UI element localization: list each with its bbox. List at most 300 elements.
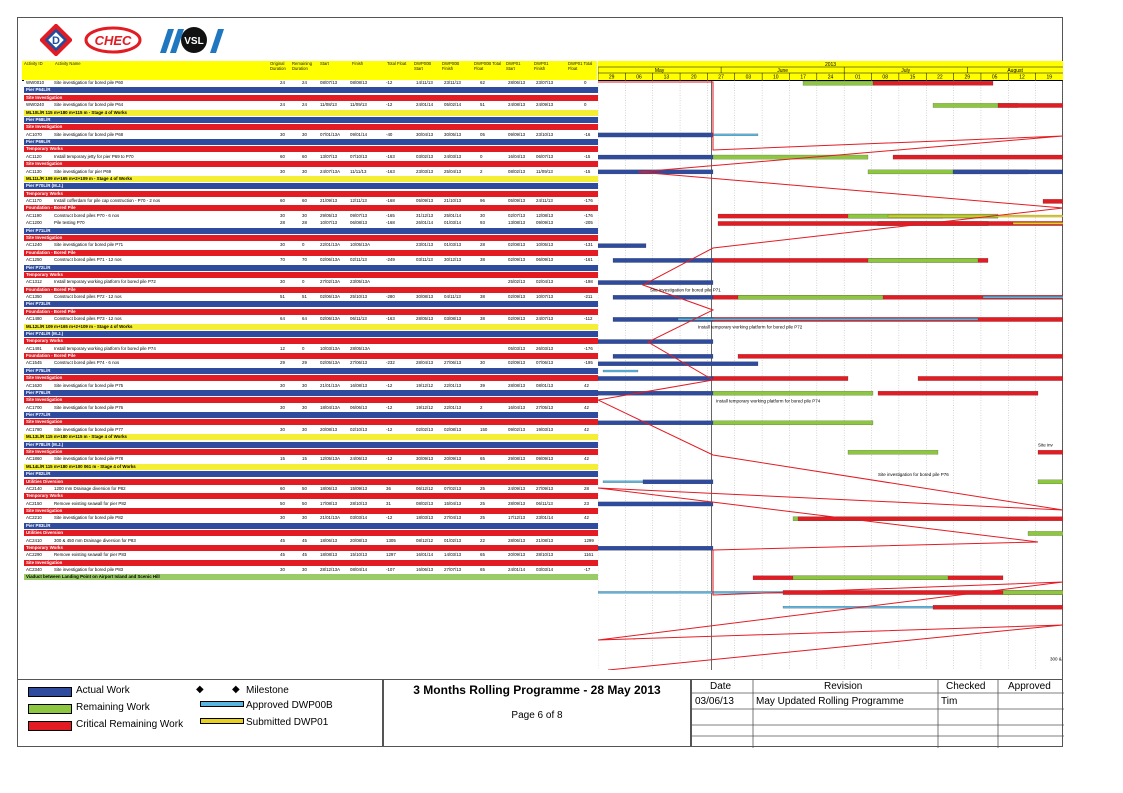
cell-dwp01-start: 28/06/13	[508, 80, 526, 85]
cell-total-float: -165	[386, 212, 395, 218]
cell-act-id: AC1860	[26, 456, 42, 462]
cell-finish: 03/03/14	[350, 515, 368, 521]
cell-dwp01-float: -161	[584, 257, 593, 263]
week-label: 15	[909, 74, 916, 80]
cell-orig-dur: 29	[280, 360, 285, 366]
cell-dwp01-float: 0	[584, 102, 587, 108]
cell-total-float: 1297	[386, 552, 396, 558]
cell-rem-dur: 29	[302, 360, 307, 366]
group-label: Site Investigation	[26, 419, 63, 425]
cell-act-id: AC2340	[26, 567, 42, 573]
cell-dwp01-float: 42	[584, 426, 589, 432]
legend-actual-label: Actual Work	[76, 685, 130, 696]
legend-actual-swatch	[28, 687, 72, 697]
cell-dwp01-finish: 11/09/13	[536, 168, 553, 174]
cell-start: 02/06/13A	[320, 257, 341, 263]
group-label: Pier P68L/R	[26, 116, 51, 122]
cell-total-float: -163	[386, 153, 395, 159]
cell-dwp01-finish: 10/05/13	[536, 242, 554, 248]
cell-dwp01-start: 09/09/13	[508, 131, 526, 137]
cell-start: 21/01/13A	[320, 515, 341, 521]
gantt-bar	[933, 605, 1063, 609]
gantt-bar	[953, 170, 1063, 174]
cell-start: 10/03/13A	[320, 345, 341, 351]
cell-dwp-start: 16/01/14	[416, 552, 434, 558]
cell-dwp01-finish: 24/07/13	[536, 316, 554, 322]
cell-total-float: -232	[386, 360, 395, 366]
title-block	[383, 679, 691, 747]
group-band	[24, 530, 598, 536]
cell-dwp-start: 23/01/13	[416, 242, 434, 248]
cell-dwp-float: 39	[480, 382, 485, 388]
week-label: 17	[800, 74, 806, 80]
col-start: Start	[320, 61, 329, 66]
gantt-bar	[598, 502, 713, 506]
cell-act-id: AC2150	[26, 500, 42, 506]
cell-total-float: -249	[386, 257, 395, 263]
group-band	[24, 331, 598, 337]
cell-finish: 24/06/13	[350, 456, 368, 462]
table-row	[24, 538, 598, 544]
cell-dwp-finish: 20/09/13	[444, 456, 462, 462]
group-label: Site Investigation	[26, 397, 63, 403]
gantt-bar	[598, 340, 713, 344]
rev-checked-by: Tim	[941, 696, 958, 707]
table-row	[24, 220, 598, 226]
group-label: Foundation - Bored Pile	[26, 205, 76, 211]
cell-dwp-float: 62	[480, 80, 485, 85]
cell-finish: 02/11/13	[350, 257, 367, 263]
cell-act-name: Site investigation for bored pile P75	[54, 382, 124, 388]
group-label: Pier P64L/R	[26, 87, 51, 93]
cell-dwp01-float: -15	[584, 168, 591, 174]
cell-dwp-float: 22	[480, 537, 485, 543]
cell-orig-dur: 30	[280, 515, 285, 521]
cell-act-name: Install temporary working platform for bored pile P74	[54, 345, 156, 351]
week-label: 03	[745, 74, 752, 80]
week-label: 12	[1019, 74, 1025, 80]
legend-remaining-swatch	[28, 704, 72, 714]
cell-orig-dur: 24	[280, 80, 285, 85]
cell-dwp01-finish: 24/11/13	[536, 198, 553, 204]
table-row	[24, 316, 598, 322]
cell-dwp-start: 30/09/13	[416, 456, 434, 462]
cell-rem-dur: 30	[302, 426, 307, 432]
cell-orig-dur: 30	[280, 242, 285, 248]
gantt-bar-label: Install temporary working platform for bored pile P72	[698, 324, 803, 330]
week-label: 20	[690, 74, 697, 80]
gantt-bar	[613, 258, 713, 262]
table-row	[24, 242, 598, 248]
cell-act-id: AC1545	[26, 360, 42, 366]
table-row	[24, 486, 598, 492]
cell-total-float: 1305	[386, 537, 396, 543]
cell-act-name: 300 & 450 mm Drainage diversion for P83	[54, 537, 136, 543]
group-label: Viaduct between Landing Point on Airport Island and Scenic Hill	[26, 574, 160, 580]
table-row	[24, 294, 598, 300]
cell-start: 28/12/13A	[320, 567, 341, 573]
week-label: 13	[663, 74, 670, 80]
cell-dwp01-float: -17	[584, 567, 591, 573]
cell-finish: 06/11/13	[350, 316, 367, 322]
group-label: Site Investigation	[26, 124, 63, 130]
group-band	[24, 117, 598, 123]
cell-dwp-start: 05/09/13	[416, 198, 434, 204]
group-label: Site Investigation	[26, 449, 63, 454]
cell-rem-dur: 0	[302, 242, 305, 248]
cell-rem-dur: 24	[302, 80, 307, 85]
gantt-bar	[1003, 590, 1063, 594]
cell-orig-dur: 45	[280, 537, 285, 543]
group-band	[24, 146, 598, 152]
cell-act-name: 1200 mm Drainage diversion for P82	[54, 485, 126, 491]
gantt-bar	[918, 376, 1063, 380]
col-dwp-start: DWP00B Start	[414, 61, 432, 71]
cell-dwp-finish: 25/04/13	[444, 168, 462, 174]
col-total-float: Total Float	[387, 61, 407, 66]
gantt-bar	[793, 576, 948, 580]
cell-dwp01-float: -16	[584, 131, 591, 137]
group-band	[24, 87, 598, 93]
cell-dwp01-finish: 08/01/13	[536, 382, 554, 388]
cell-dwp01-start: 24/01/14	[508, 567, 526, 573]
group-band	[24, 479, 598, 485]
week-label: 29	[608, 74, 615, 80]
cell-act-id: AC2290	[26, 552, 42, 558]
cell-dwp01-finish: 19/03/13	[536, 426, 554, 432]
gantt-bar	[603, 370, 638, 372]
col-activity-name: Activity Name	[55, 61, 81, 66]
cell-finish: 28/10/13	[350, 500, 368, 506]
group-band	[24, 397, 598, 403]
cell-dwp-float: 65	[480, 552, 485, 558]
page-number: Page 6 of 8	[511, 710, 563, 721]
cell-dwp01-float: -198	[584, 279, 593, 285]
table-row	[24, 552, 598, 558]
cell-dwp01-finish: 23/07/13	[536, 80, 554, 85]
group-label: Site Investigation	[26, 234, 63, 240]
cell-dwp-float: 51	[480, 102, 485, 108]
cell-dwp01-start: 02/09/13	[508, 294, 526, 300]
cell-rem-dur: 15	[302, 456, 307, 462]
gantt-bar	[878, 391, 1038, 395]
cell-rem-dur: 30	[302, 168, 307, 174]
cell-start: 17/08/13	[320, 500, 338, 506]
group-band	[24, 272, 598, 278]
cell-dwp-start: 02/02/13	[416, 426, 434, 432]
gantt-bar	[598, 244, 646, 248]
cell-act-name: Construct bored piles P72 - 12 nos	[54, 294, 122, 300]
cell-act-name: Site investigation for bored pile P78	[54, 456, 124, 462]
week-label: 01	[855, 74, 861, 80]
group-band	[24, 110, 598, 116]
cell-orig-dur: 60	[280, 485, 285, 491]
cell-act-name: Site investigation for bored pile P83	[54, 567, 124, 573]
rev-header-date: Date	[710, 681, 732, 692]
gantt-bar	[998, 103, 1063, 107]
col-dwp-float: DWP00B Total Float	[474, 61, 502, 71]
cell-dwp01-float: -176	[584, 345, 593, 351]
cell-total-float: 31	[386, 500, 391, 506]
cell-dwp-finish: 01/03/13	[444, 242, 462, 248]
group-label: Pier P75L/R	[26, 367, 51, 373]
cell-dwp01-float: -15	[584, 153, 591, 159]
cell-finish: 06/08/13	[350, 220, 368, 226]
cell-finish: 25/10/13	[350, 294, 368, 300]
cell-dwp01-float: -211	[584, 294, 593, 300]
cell-start: 10/07/13	[320, 220, 338, 226]
cell-dwp-start: 30/04/13	[416, 131, 434, 137]
cell-dwp-float: 30	[480, 360, 485, 366]
cell-dwp-start: 19/12/12	[416, 382, 434, 388]
cell-act-id: AC2210	[26, 515, 42, 521]
cell-orig-dur: 30	[280, 131, 285, 137]
cell-dwp01-finish: 21/08/13	[536, 537, 554, 543]
table-row	[24, 501, 598, 507]
cell-dwp-start: 26/01/14	[416, 220, 434, 226]
cell-start: 02/06/13A	[320, 316, 341, 322]
cell-rem-dur: 30	[302, 567, 307, 573]
cell-dwp01-start: 24/08/13	[508, 102, 526, 108]
cell-rem-dur: 45	[302, 552, 307, 558]
week-label: 06	[636, 74, 642, 80]
cell-dwp01-float: -195	[584, 360, 593, 366]
gantt-bar	[598, 155, 713, 159]
cell-finish: 12/11/13	[350, 198, 367, 204]
cell-rem-dur: 60	[302, 153, 307, 159]
cell-start: 02/05/13A	[320, 360, 341, 366]
cell-dwp-float: 2	[480, 168, 483, 174]
d-logo-text: D	[52, 35, 60, 47]
cell-dwp01-finish: 23/01/14	[536, 515, 554, 521]
table-row	[24, 515, 598, 521]
cell-start: 20/08/13	[320, 426, 338, 432]
activity-table	[24, 80, 598, 670]
cell-dwp-float: 38	[480, 257, 485, 263]
cell-dwp01-start: 29/08/13	[508, 456, 526, 462]
group-band	[24, 449, 598, 455]
cell-finish: 15/10/13	[350, 552, 368, 558]
cell-act-name: Install cofferdam for pile cap construction - P70 - 2 nos	[54, 198, 161, 204]
cell-dwp01-start: 16/04/13	[508, 153, 526, 159]
cell-dwp-finish: 04/11/13	[444, 294, 461, 300]
week-label: 22	[937, 74, 943, 80]
table-row	[24, 257, 598, 263]
cell-orig-dur: 30	[280, 168, 285, 174]
week-label: 10	[773, 74, 779, 80]
group-band	[24, 523, 598, 529]
group-band	[24, 508, 598, 514]
cell-dwp-finish: 24/03/13	[444, 153, 462, 159]
legend-dwp01-swatch	[200, 718, 244, 724]
cell-dwp-finish: 14/03/13	[444, 552, 462, 558]
cell-act-id: AC1350	[26, 294, 42, 300]
gantt-bar	[888, 215, 1063, 217]
cell-total-float: -12	[386, 80, 393, 85]
cell-start: 21/09/13	[320, 198, 338, 204]
gantt-bar	[848, 450, 938, 454]
group-band	[24, 309, 598, 315]
legend-dwp01-label: Submitted DWP01	[246, 717, 329, 728]
group-label: ML10L/R 115 m+180 m+115 m - Stage 4 of Works	[26, 109, 127, 115]
col-rem-dur: Remaining Duration	[292, 61, 313, 71]
cell-dwp01-finish: 06/11/13	[536, 500, 553, 506]
cell-orig-dur: 51	[280, 294, 285, 300]
cell-finish: 23/05/13A	[350, 279, 371, 285]
group-label: Pier P69L/R	[26, 139, 51, 145]
gantt-bar-label: 300 &	[1050, 656, 1062, 662]
group-label: Pier P72L/R	[26, 264, 51, 270]
gantt-bar	[598, 133, 713, 137]
cell-dwp01-start: 20/09/13	[508, 552, 526, 558]
chec-logo	[84, 25, 142, 55]
cell-act-name: Construct bored piles P71 - 12 nos	[54, 257, 122, 263]
cell-orig-dur: 30	[280, 382, 285, 388]
cell-dwp-start: 08/02/13	[416, 500, 434, 506]
col-orig-dur: Original Duration	[270, 61, 286, 71]
cell-start: 18/06/13	[320, 485, 338, 491]
cell-act-id: WW0240	[26, 102, 45, 108]
group-band	[24, 191, 598, 197]
group-band	[24, 205, 598, 211]
cell-finish: 08/04/14	[350, 567, 368, 573]
group-band	[24, 434, 598, 440]
group-label: Foundation - Bored Pile	[26, 249, 76, 255]
group-band	[24, 161, 598, 167]
legend-critical-label: Critical Remaining Work	[76, 719, 184, 730]
cell-dwp01-finish: 06/07/13	[536, 153, 554, 159]
cell-act-id: AC1780	[26, 426, 42, 432]
gantt-bar	[598, 546, 713, 550]
gantt-bar	[598, 362, 758, 366]
cell-total-float: -12	[386, 404, 393, 410]
cell-dwp01-finish: 12/08/13	[536, 212, 554, 218]
group-label: Pier P74L/R (M.J.)	[26, 330, 64, 336]
cell-dwp-finish: 30/12/13	[444, 257, 462, 263]
group-label: Temporary Works	[26, 493, 63, 499]
cell-dwp-start: 19/12/12	[416, 404, 434, 410]
group-label: Site Investigation	[26, 559, 63, 565]
week-label: 27	[718, 74, 724, 80]
cell-orig-dur: 70	[280, 257, 285, 263]
cell-orig-dur: 64	[280, 316, 285, 322]
cell-dwp-start: 08/12/12	[416, 537, 434, 543]
legend-remaining-label: Remaining Work	[76, 702, 150, 713]
cell-orig-dur: 24	[280, 102, 285, 108]
group-label: Foundation - Bored Pile	[26, 308, 76, 314]
table-header	[22, 61, 597, 81]
cell-finish: 07/10/13	[350, 153, 368, 159]
cell-dwp01-float: -205	[584, 220, 593, 226]
table-row	[24, 154, 598, 160]
gantt-bar	[738, 295, 883, 299]
cell-total-float: -168	[386, 220, 395, 226]
cell-dwp-start: 06/12/12	[416, 485, 434, 491]
cell-finish: 06/06/13	[350, 404, 368, 410]
cell-dwp01-start: 28/09/13	[508, 500, 526, 506]
table-row	[24, 198, 598, 204]
group-band	[24, 471, 598, 477]
cell-act-name: Site investigation for bored pile P60	[54, 80, 124, 85]
col-activity-id: Activity ID	[24, 61, 43, 66]
group-band	[24, 412, 598, 418]
cell-act-id: AC1070	[26, 131, 42, 137]
cell-act-id: AC1250	[26, 257, 42, 263]
cell-total-float: -12	[386, 515, 393, 521]
group-label: Pier P73L/R	[26, 301, 51, 307]
cell-dwp01-float: -176	[584, 212, 593, 218]
cell-dwp01-float: 42	[584, 456, 589, 462]
cell-act-id: WW0010	[26, 80, 45, 85]
gantt-bar	[713, 155, 868, 159]
group-label: Temporary Works	[26, 271, 63, 277]
group-band	[24, 324, 598, 330]
legend-dwp00b-label: Approved DWP00B	[246, 700, 333, 711]
cell-finish: 11/09/13	[350, 102, 367, 108]
cell-dwp01-finish: 03/03/14	[536, 567, 554, 573]
gantt-bar	[598, 376, 713, 380]
cell-dwp01-float: -112	[584, 316, 593, 322]
month-label: July	[901, 68, 911, 74]
cell-act-id: AC2410	[26, 537, 42, 543]
cell-dwp-float: 96	[480, 198, 485, 204]
cell-act-name: Site investigation for pier P69	[54, 168, 112, 174]
cell-dwp01-float: -176	[584, 198, 593, 204]
cell-dwp-float: 38	[480, 316, 485, 322]
group-label: Site Investigation	[26, 375, 63, 381]
week-label: 08	[882, 74, 888, 80]
cell-rem-dur: 30	[302, 131, 307, 137]
group-band	[24, 301, 598, 307]
week-label: 05	[991, 74, 998, 80]
cell-dwp01-float: 0	[584, 80, 587, 85]
table-row	[24, 567, 598, 573]
cell-dwp01-finish: 07/06/13	[536, 360, 554, 366]
cell-rem-dur: 50	[302, 500, 307, 506]
cell-finish: 02/10/13	[350, 426, 368, 432]
gantt-bar	[1038, 480, 1063, 484]
cell-rem-dur: 30	[302, 515, 307, 521]
cell-dwp01-float: 28	[584, 485, 589, 491]
cell-start: 18/06/13	[320, 537, 338, 543]
cell-rem-dur: 30	[302, 404, 307, 410]
cell-dwp01-float: 42	[584, 382, 589, 388]
cell-rem-dur: 0	[302, 279, 305, 285]
cell-act-name: Site investigation for bored pile P68	[54, 131, 124, 137]
cell-dwp01-finish: 10/07/13	[536, 294, 554, 300]
group-band	[24, 265, 598, 271]
cell-finish: 09/07/13	[350, 212, 368, 218]
cell-dwp01-finish: 23/10/13	[536, 131, 554, 137]
cell-finish: 27/06/13	[350, 360, 368, 366]
cell-dwp-finish: 15/04/13	[444, 500, 462, 506]
cell-dwp01-finish: 02/04/13	[536, 279, 554, 285]
cell-rem-dur: 30	[302, 382, 307, 388]
cell-dwp-float: 93	[480, 220, 485, 226]
cell-dwp01-start: 02/09/13	[508, 316, 526, 322]
cell-act-name: Construct bored piles P74 - 6 nos	[54, 360, 120, 366]
cell-act-name: Site investigation for bored pile P77	[54, 426, 124, 432]
group-label: Pier P78L/R (M.J.)	[26, 441, 64, 447]
cell-dwp-finish: 30/05/13	[444, 131, 462, 137]
cell-total-float: -280	[386, 294, 395, 300]
diamond-icon: ◆	[196, 684, 204, 695]
group-band	[24, 464, 598, 470]
cell-dwp01-start: 28/06/13	[508, 537, 526, 543]
table-row	[24, 346, 598, 352]
cell-start: 27/02/13A	[320, 279, 341, 285]
cell-finish: 20/08/13	[350, 537, 368, 543]
